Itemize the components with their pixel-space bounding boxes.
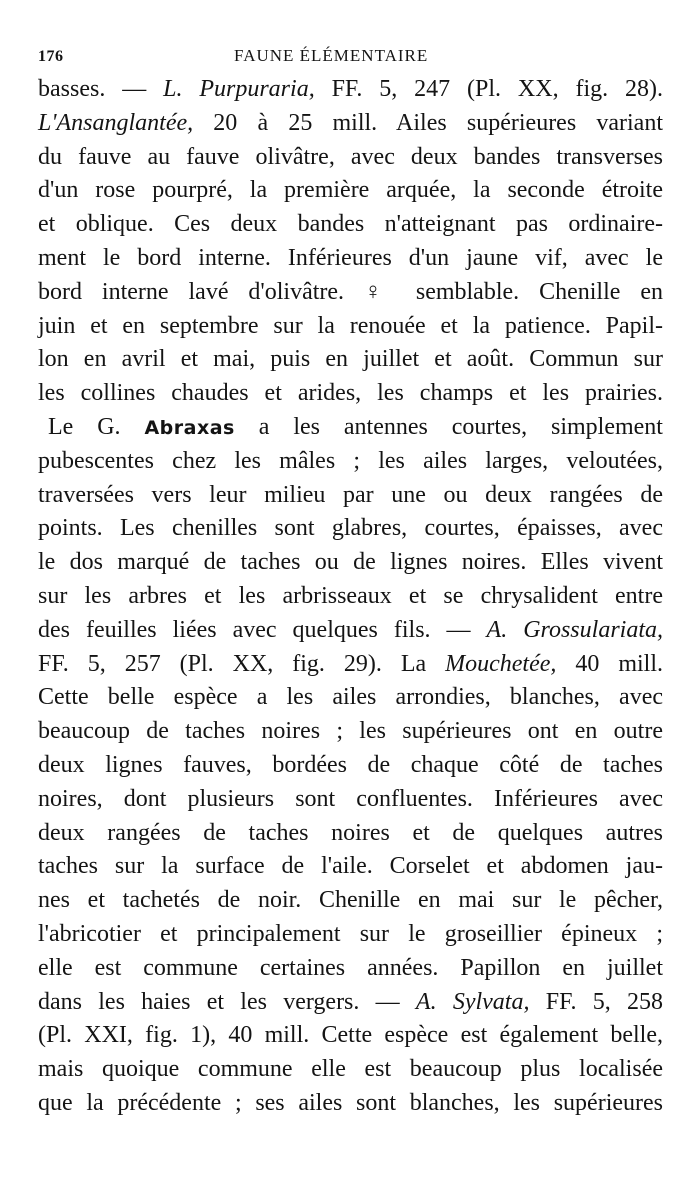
text-line xyxy=(38,310,663,344)
text-segment: a les antennes courtes, simplement xyxy=(234,413,663,440)
text-segment: les collines chaudes et arides, les champs et les prairies. xyxy=(38,380,663,407)
text-segment: Cette belle espèce a les ailes arrondies, blanches, avec xyxy=(38,684,663,711)
text-segment: Abraxas xyxy=(144,416,235,439)
page-number: 176 xyxy=(38,48,64,65)
text-segment: l'abricotier et principalement sur le groseillier épineux ; xyxy=(38,920,663,947)
text-segment: bord interne lavé d'olivâtre. ♀ semblable. Chenille en xyxy=(38,278,663,305)
text-line xyxy=(38,141,663,175)
text-line xyxy=(38,512,663,546)
text-line xyxy=(38,817,663,851)
text-line xyxy=(38,1087,663,1121)
text-segment: A. Grossulariata, xyxy=(486,616,663,643)
text-segment: 20 à 25 mill. Ailes supérieures variant xyxy=(193,109,663,136)
page-header xyxy=(38,42,663,72)
text-line xyxy=(38,783,663,817)
text-segment: points. Les chenilles sont glabres, courtes, épaisses, avec xyxy=(38,515,663,542)
text-segment: que la précédente ; ses ailes sont blanches, les supérieures xyxy=(38,1089,663,1116)
text-segment: L. Purpuraria, xyxy=(163,76,315,102)
text-line xyxy=(38,445,663,479)
text-segment: du fauve au fauve olivâtre, avec deux bandes transverses xyxy=(38,143,663,170)
text-line xyxy=(38,208,663,242)
text-segment: Le G. xyxy=(48,413,145,440)
text-segment: taches sur la surface de l'aile. Corselet et abdomen jau- xyxy=(38,853,663,880)
text-segment: A. Sylvata, xyxy=(415,988,530,1015)
text-line xyxy=(38,884,663,918)
text-line xyxy=(38,681,663,715)
text-segment: sur les arbres et les arbrisseaux et se chrysalident entre xyxy=(38,582,663,609)
text-segment: mais quoique commune elle est beaucoup plus localisée xyxy=(38,1056,663,1083)
text-segment: lon en avril et mai, puis en juillet et août. Commun sur xyxy=(38,346,663,373)
text-segment: 40 mill. xyxy=(556,650,664,677)
text-line xyxy=(38,377,663,411)
text-line xyxy=(38,952,663,986)
text-line xyxy=(38,174,663,208)
text-line xyxy=(38,343,663,377)
text-line xyxy=(38,73,663,107)
text-line xyxy=(38,918,663,952)
text-segment: d'un rose pourpré, la première arquée, la seconde étroite xyxy=(38,177,663,204)
text-line xyxy=(38,411,663,445)
text-segment: juin et en septembre sur la renouée et la patience. Papil- xyxy=(38,312,663,339)
text-segment: traversées vers leur milieu par une ou deux rangées de xyxy=(38,481,663,508)
text-line xyxy=(38,1053,663,1087)
text-line xyxy=(38,546,663,580)
text-line xyxy=(38,648,663,682)
text-segment: (Pl. XXI, fig. 1), 40 mill. Cette espèce est également belle, xyxy=(38,1022,663,1049)
text-segment: FF. 5, 257 (Pl. XX, fig. 29). La xyxy=(38,650,446,677)
text-segment: FF. 5, 258 xyxy=(529,988,663,1015)
text-segment: deux lignes fauves, bordées de chaque côté de taches xyxy=(38,751,663,778)
text-line xyxy=(38,850,663,884)
text-segment: dans les haies et les vergers. — xyxy=(38,988,416,1015)
text-line xyxy=(38,479,663,513)
text-line xyxy=(38,580,663,614)
text-segment: ment le bord interne. Inférieures d'un jaune vif, avec le xyxy=(38,244,663,271)
text-line xyxy=(38,276,663,310)
text-segment: le dos marqué de taches ou de lignes noires. Elles vivent xyxy=(38,549,663,576)
body-text xyxy=(38,73,663,1121)
running-head: FAUNE ÉLÉMENTAIRE xyxy=(234,46,429,65)
text-segment: elle est commune certaines années. Papillon en juillet xyxy=(38,954,663,981)
text-line xyxy=(38,986,663,1020)
text-line xyxy=(38,715,663,749)
text-line xyxy=(38,749,663,783)
text-segment: des feuilles liées avec quelques fils. — xyxy=(38,616,487,643)
text-segment: beaucoup de taches noires ; les supérieures ont en outre xyxy=(38,718,663,745)
text-segment: noires, dont plusieurs sont confluentes. Inférieures avec xyxy=(38,785,663,812)
text-line xyxy=(38,614,663,648)
text-segment: L'Ansanglantée, xyxy=(38,109,194,136)
text-line xyxy=(38,242,663,276)
text-segment: deux rangées de taches noires et de quelques autres xyxy=(38,819,663,846)
text-segment: et oblique. Ces deux bandes n'atteignant pas ordinaire- xyxy=(38,211,663,238)
text-line xyxy=(38,1019,663,1053)
text-segment: nes et tachetés de noir. Chenille en mai sur le pêcher, xyxy=(38,887,663,914)
text-segment: basses. — xyxy=(38,76,164,102)
text-segment: FF. 5, 247 (Pl. XX, fig. 28). xyxy=(314,76,664,102)
text-line xyxy=(38,107,663,141)
text-segment: pubescentes chez les mâles ; les ailes larges, veloutées, xyxy=(38,447,663,474)
text-segment: Mouchetée, xyxy=(445,650,557,677)
